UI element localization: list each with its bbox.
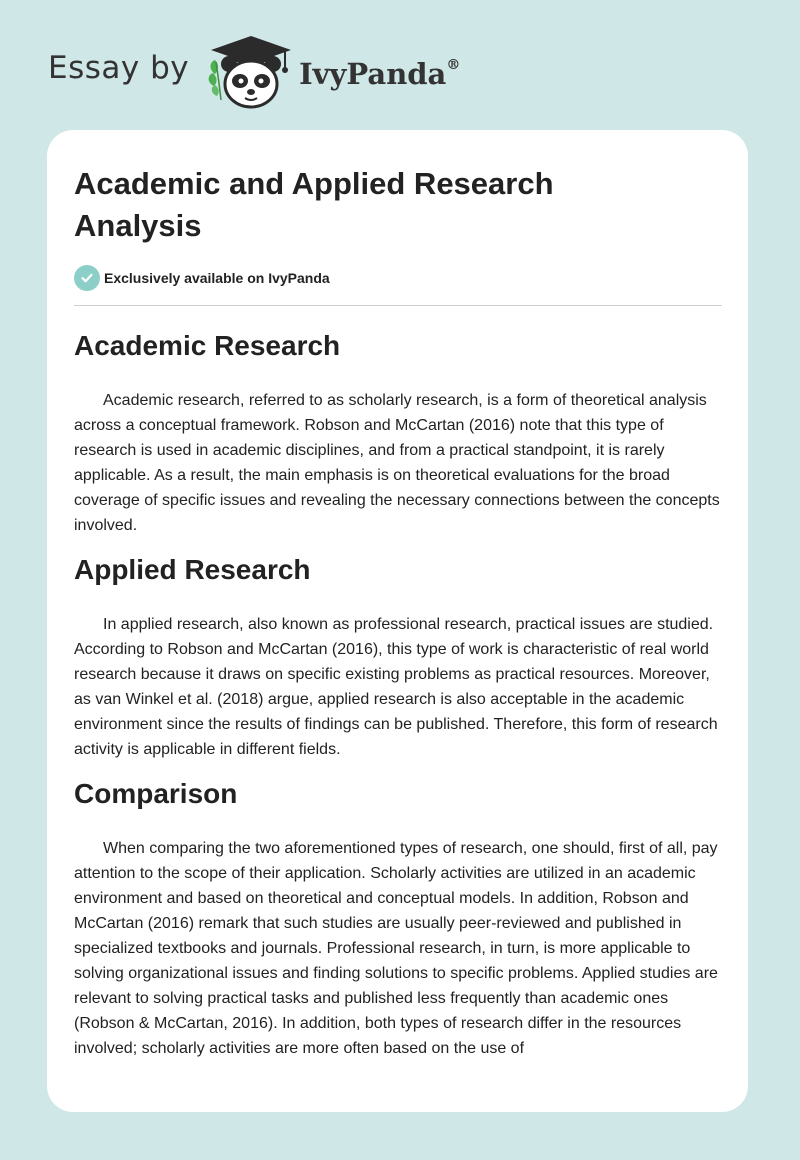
section-paragraph: Academic research, referred to as scholarly research, is a form of theoretical analysis across a conceptual framework. Robson and McCartan (2016) note that this type of research is used in academic disciplines, and from a practical standpoint, it is rarely applicable. As a result, the main emphasis is on theoretical evaluations for the broad coverage of specific issues and revealing the necessary connections between the concepts involved. xyxy=(74,392,720,534)
section-heading: Academic Research xyxy=(74,330,341,361)
check-circle-icon xyxy=(74,265,100,291)
section-applied-research xyxy=(74,552,722,762)
exclusive-badge xyxy=(74,265,722,291)
section-comparison xyxy=(74,776,722,1061)
brand-name: IvyPanda® xyxy=(299,57,461,91)
exclusive-badge-label: Exclusively available on IvyPanda xyxy=(104,270,330,286)
panda-logo-icon xyxy=(205,34,297,110)
section-paragraph: When comparing the two aforementioned types of research, one should, first of all, pay attention to the scope of their application. Scholarly activities are utilized in an academic environment and based on theoretical and conceptual models. In addition, Robson and McCartan (2016) remark that such studies are usually peer-reviewed and published in specialized textbooks and journals. Professional research, in turn, is more applicable to solving organizational issues and finding solutions to specific problems. Applied studies are relevant to solving practical tasks and published less frequently than academic ones (Robson & McCartan, 2016). In addition, both types of research differ in the resources involved; scholarly activities are more often based on the use of xyxy=(74,840,718,1057)
registered-mark: ® xyxy=(446,57,461,74)
brand-prefix: Essay by xyxy=(48,50,190,86)
section-heading: Applied Research xyxy=(74,554,311,585)
section-academic-research xyxy=(74,328,722,538)
divider xyxy=(74,305,722,306)
brand-header[interactable] xyxy=(48,34,460,110)
section-paragraph: In applied research, also known as professional research, practical issues are studied. According to Robson and McCartan (2016), this type of work is characteristic of real world research because it draws on specific existing problems as practical resources. Moreover, as van Winkel et al. (2018) argue, applied research is also acceptable in the academic environment since the results of findings can be published. Therefore, this form of research activity is applicable in different fields. xyxy=(74,616,718,758)
section-heading: Comparison xyxy=(74,778,238,809)
essay-card xyxy=(47,130,748,1112)
page-title: Academic and Applied Research Analysis xyxy=(74,166,554,243)
